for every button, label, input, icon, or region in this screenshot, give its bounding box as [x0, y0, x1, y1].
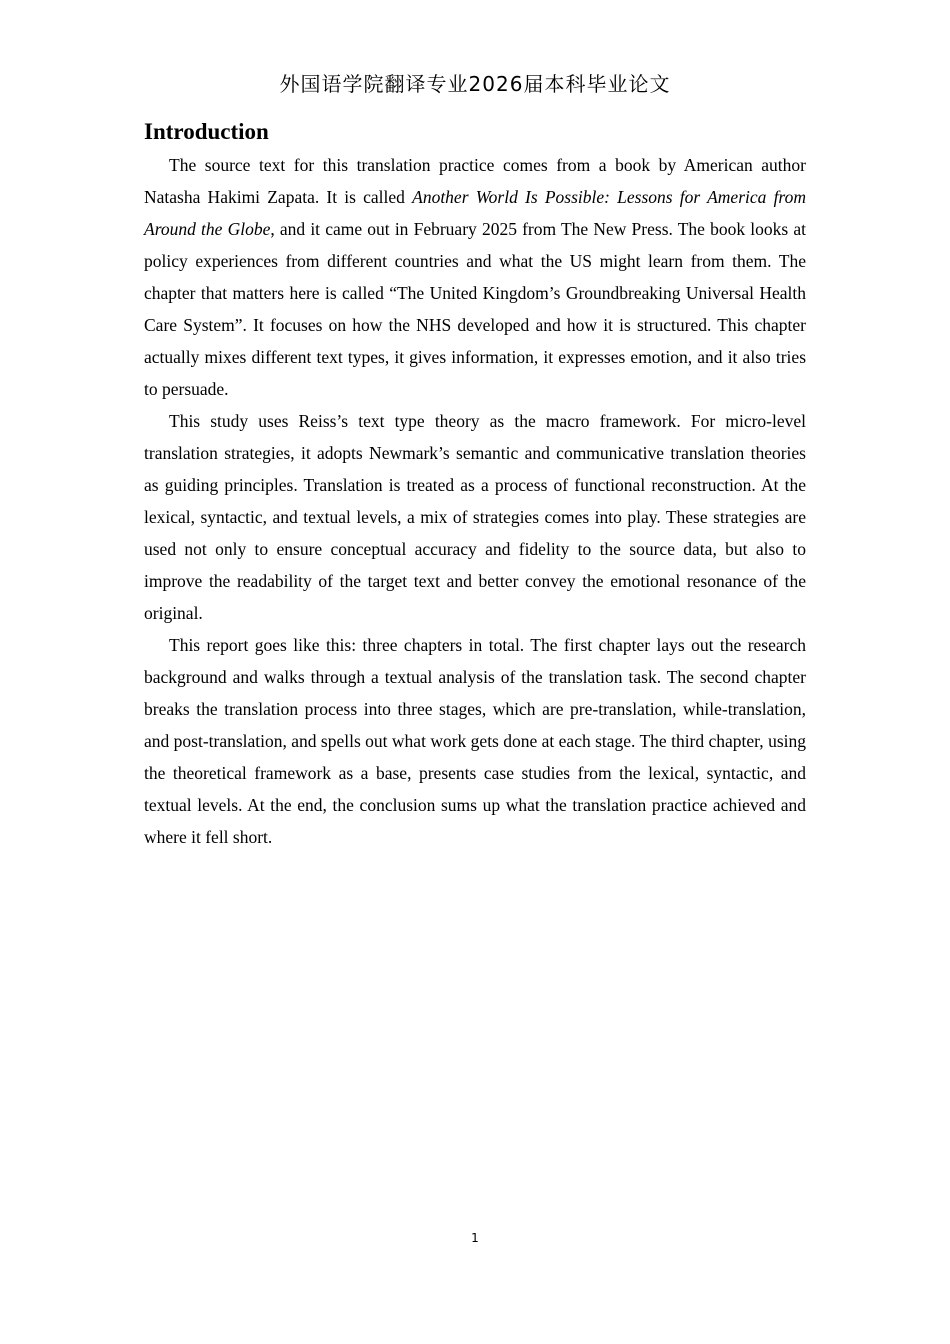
page-number: 1 [471, 1231, 479, 1245]
running-header: 外国语学院翻译专业2026届本科毕业论文 [279, 72, 671, 96]
main-content [144, 116, 806, 853]
paragraph-text-after-title: , and it came out in February 2025 from The New Press. The book looks at policy experiences from different countries and what the US might learn from them. The chapter that matters here is called “The United Kingdom’s Groundbreaking Universal Health Care System”. It focuses on how the NHS developed and how it is structured. This chapter actually mixes different text types, it gives information, it expresses emotion, and it also tries to persuade. [144, 219, 806, 399]
section-heading: Introduction [144, 119, 269, 144]
paragraph-source-text [144, 149, 806, 405]
paragraph-text-before-title: The source text for this translation practice comes from a book by American author Natasha Hakimi Zapata. It is called [144, 155, 806, 207]
paragraph-theory: This study uses Reiss’s text type theory as the macro framework. For micro-level translation strategies, it adopts Newmark’s semantic and communicative translation theories as guiding principles. Translation is treated as a process of functional reconstruction. At the lexical, syntactic, and textual levels, a mix of strategies comes into play. These strategies are used not only to ensure conceptual accuracy and fidelity to the source data, but also to improve the readability of the target text and better convey the emotional resonance of the original. [144, 411, 806, 623]
book-title: Another World Is Possible: Lessons for America from Around the Globe [144, 187, 806, 239]
paragraph-report-structure: This report goes like this: three chapters in total. The first chapter lays out the research background and walks through a textual analysis of the translation task. The second chapter breaks the translation process into three stages, which are pre-translation, while-translation, and post-translation, and spells out what work gets done at each stage. The third chapter, using the theoretical framework as a base, presents case studies from the lexical, syntactic, and textual levels. At the end, the conclusion sums up what the translation practice achieved and where it fell short. [144, 635, 806, 847]
